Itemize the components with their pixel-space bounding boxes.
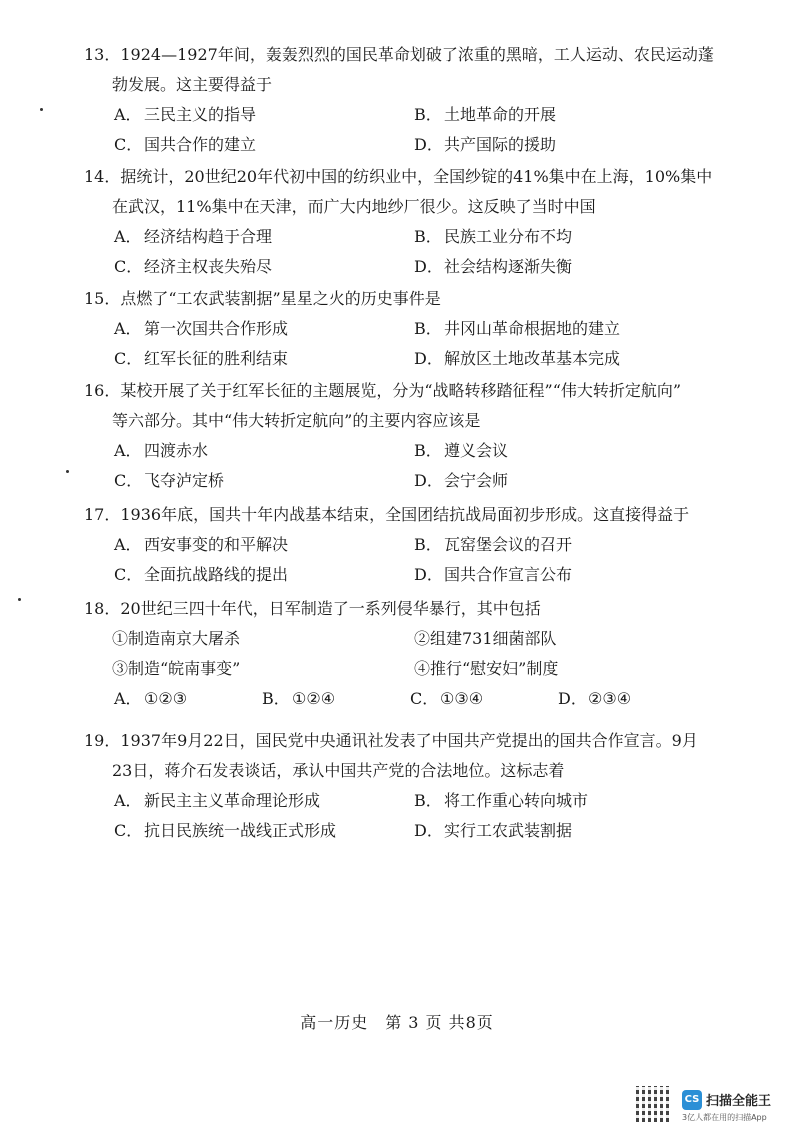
scanner-app-name: 扫描全能王: [706, 1094, 772, 1109]
question-number: 13．: [84, 45, 121, 64]
option-c: C． 飞夺泸定桥: [114, 471, 225, 490]
camscanner-logo-icon: CS: [682, 1090, 702, 1110]
scan-speck: [18, 598, 21, 601]
question-stem-cont: 勃发展。这主要得益于: [112, 75, 273, 94]
scan-speck: [40, 108, 43, 111]
question-14: [84, 162, 724, 282]
question-number: 16．: [84, 381, 121, 400]
option-c: C． 全面抗战路线的提出: [114, 565, 289, 584]
option-a: A． 第一次国共合作形成: [114, 319, 289, 338]
option-c: C． 抗日民族统一战线正式形成: [114, 821, 337, 840]
qr-code-icon: [636, 1086, 672, 1122]
question-stem: 1924—1927年间，轰轰烈烈的国民革命划破了浓重的黑暗，工人运动、农民运动蓬: [120, 45, 714, 64]
option-d: D．②③④: [558, 689, 632, 708]
option-b: B． ①②④: [262, 689, 336, 708]
option-a: A． 西安事变的和平解决: [114, 535, 289, 554]
statement-3: ③制造“皖南事变”: [112, 659, 241, 678]
statement-4: ④推行“慰安妇”制度: [414, 659, 559, 678]
question-number: 15．: [84, 289, 121, 308]
option-c: C． 红军长征的胜利结束: [114, 349, 289, 368]
scanner-tagline: 3亿人都在用的扫描App: [682, 1113, 767, 1122]
option-a: A． 四渡赤水: [114, 441, 209, 460]
option-a: A． 经济结构趋于合理: [114, 227, 273, 246]
question-number: 17．: [84, 505, 121, 524]
question-stem: 1936年底，国共十年内战基本结束，全国团结抗战局面初步形成。这直接得益于: [120, 505, 690, 524]
option-b: B． 民族工业分布不均: [414, 227, 573, 246]
question-16: [84, 376, 724, 496]
question-13: [84, 40, 724, 160]
question-stem: 某校开展了关于红军长征的主题展览，分为“战略转移踏征程”“伟大转折定航向”: [120, 381, 682, 400]
option-d: D．会宁会师: [414, 471, 509, 490]
option-a: A． 新民主主义革命理论形成: [114, 791, 321, 810]
option-c: C． ①③④: [410, 689, 484, 708]
option-c: C． 国共合作的建立: [114, 135, 257, 154]
question-15: [84, 284, 724, 374]
scan-speck: [66, 470, 69, 473]
question-number: 19．: [84, 731, 121, 750]
question-stem: 据统计，20世纪20年代初中国的纺织业中，全国纱锭的41%集中在上海，10%集中: [120, 167, 713, 186]
statement-2: ②组建731细菌部队: [414, 629, 557, 648]
option-b: B． 井冈山革命根据地的建立: [414, 319, 621, 338]
question-number: 18．: [84, 599, 121, 618]
option-d: D．国共合作宣言公布: [414, 565, 573, 584]
question-19: [84, 726, 724, 846]
option-d: D．解放区土地改革基本完成: [414, 349, 621, 368]
option-b: B． 将工作重心转向城市: [414, 791, 589, 810]
option-d: D．社会结构逐渐失衡: [414, 257, 573, 276]
option-b: B． 瓦窑堡会议的召开: [414, 535, 573, 554]
question-17: [84, 500, 724, 590]
option-c: C． 经济主权丧失殆尽: [114, 257, 273, 276]
question-stem: 点燃了“工农武装割据”星星之火的历史事件是: [120, 289, 441, 308]
option-a: A． ①②③: [114, 689, 188, 708]
option-d: D．实行工农武装割据: [414, 821, 573, 840]
question-stem: 20世纪三四十年代，日军制造了一系列侵华暴行，其中包括: [120, 599, 541, 618]
option-d: D．共产国际的援助: [414, 135, 557, 154]
option-a: A． 三民主义的指导: [114, 105, 257, 124]
option-b: B． 土地革命的开展: [414, 105, 557, 124]
question-stem-cont: 在武汉，11%集中在天津，而广大内地纱厂很少。这反映了当时中国: [112, 197, 596, 216]
question-stem-cont: 23日，蒋介石发表谈话，承认中国共产党的合法地位。这标志着: [112, 761, 565, 780]
question-18: [84, 594, 724, 714]
question-stem: 1937年9月22日，国民党中央通讯社发表了中国共产党提出的国共合作宣言。9月: [120, 731, 698, 750]
option-b: B． 遵义会议: [414, 441, 509, 460]
statement-1: ①制造南京大屠杀: [112, 629, 241, 648]
question-stem-cont: 等六部分。其中“伟大转折定航向”的主要内容应该是: [112, 411, 481, 430]
question-number: 14．: [84, 167, 121, 186]
page-footer: 高一历史 第 3 页 共8页: [300, 1013, 494, 1032]
